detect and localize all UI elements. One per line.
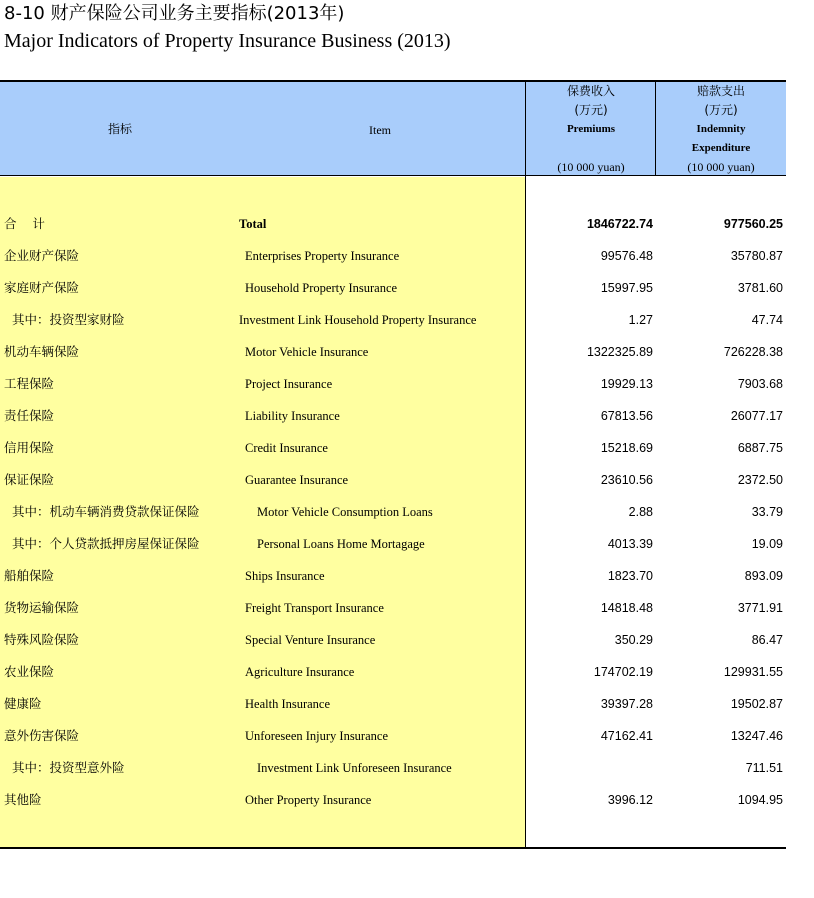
row-indicator-cn: 意外伤害保险 (4, 728, 80, 743)
header-premiums-cn: 保费收入 (566, 84, 615, 98)
row-indemnity: 19.09 (751, 537, 783, 551)
row-indicator-cn: 货物运输保险 (4, 600, 80, 615)
table-row (0, 464, 786, 496)
row-indemnity: 7903.68 (737, 377, 783, 391)
row-indemnity: 977560.25 (723, 217, 783, 231)
table-row (0, 336, 786, 368)
row-item-en: Health Insurance (245, 697, 331, 711)
row-indemnity: 3781.60 (737, 281, 783, 295)
table-row (0, 720, 786, 752)
table-row (0, 272, 786, 304)
row-indicator-cn: 特殊风险保险 (4, 632, 80, 647)
row-premiums: 15218.69 (600, 441, 653, 455)
row-premiums: 23610.56 (600, 473, 653, 487)
row-item-en: Unforeseen Injury Insurance (245, 729, 388, 743)
row-indicator-cn: 其中：机动车辆消费贷款保证保险 (4, 504, 200, 519)
row-indicator-cn: 健康险 (4, 696, 42, 711)
row-premiums: 1846722.74 (586, 217, 653, 231)
table-row (0, 496, 786, 528)
indicator-table (0, 80, 786, 850)
row-indicator-cn: 责任保险 (4, 408, 55, 423)
row-indicator-cn: 企业财产保险 (4, 248, 80, 263)
row-premiums: 4013.39 (607, 537, 653, 551)
row-item-en: Project Insurance (245, 377, 333, 391)
row-indemnity: 35780.87 (730, 249, 783, 263)
row-indemnity: 33.79 (751, 505, 783, 519)
row-indemnity: 893.09 (744, 569, 783, 583)
row-premiums: 15997.95 (600, 281, 653, 295)
row-indicator-cn: 其中：个人贷款抵押房屋保证保险 (4, 536, 200, 551)
table-row (0, 240, 786, 272)
row-indicator-cn: 工程保险 (4, 376, 55, 391)
header-spacer (527, 139, 655, 158)
table-header (0, 80, 786, 176)
row-item-en: Freight Transport Insurance (245, 601, 384, 615)
row-indemnity: 1094.95 (737, 793, 783, 807)
row-item-en: Guarantee Insurance (245, 473, 349, 487)
row-premiums: 3996.12 (607, 793, 653, 807)
header-item-en: Item (369, 123, 391, 137)
row-indicator-cn: 其他险 (4, 792, 42, 807)
table-row (0, 656, 786, 688)
row-indicator-cn: 机动车辆保险 (4, 344, 80, 359)
row-indicator-cn: 船舶保险 (4, 568, 55, 583)
row-item-en: Personal Loans Home Mortagage (257, 537, 425, 551)
row-indemnity: 2372.50 (737, 473, 783, 487)
row-indemnity: 19502.87 (730, 697, 783, 711)
row-premiums: 1322325.89 (586, 345, 653, 359)
row-item-en: Motor Vehicle Insurance (245, 345, 369, 359)
table-row (0, 624, 786, 656)
row-indicator-cn: 保证保险 (4, 472, 55, 487)
row-item-en: Liability Insurance (245, 409, 340, 423)
row-premiums: 67813.56 (600, 409, 653, 423)
row-premiums: 1.27 (628, 313, 653, 327)
row-premiums: 47162.41 (600, 729, 653, 743)
row-indicator-cn: 合 计 (4, 216, 45, 231)
header-indemnity-unit: (10 000 yuan) (687, 160, 755, 174)
row-item-en: Special Venture Insurance (245, 633, 376, 647)
header-premiums (527, 82, 655, 177)
header-premiums-unit: (10 000 yuan) (557, 160, 625, 174)
header-indicator-cn: 指标 (107, 122, 132, 136)
row-indemnity: 86.47 (751, 633, 783, 647)
row-indicator-cn: 其中：投资型家财险 (4, 312, 125, 327)
header-indemnity (656, 82, 786, 177)
row-indicator-cn: 家庭财产保险 (4, 280, 80, 295)
table-row (0, 592, 786, 624)
table-row (0, 304, 786, 336)
row-indemnity: 13247.46 (730, 729, 783, 743)
header-premiums-unit-cn: (万元) (574, 103, 608, 117)
row-indicator-cn: 其中：投资型意外险 (4, 760, 125, 775)
row-item-en: Ships Insurance (245, 569, 325, 583)
table-row (0, 432, 786, 464)
row-item-en: Agriculture Insurance (245, 665, 355, 679)
table-row (0, 688, 786, 720)
table-row (0, 528, 786, 560)
table-bottom-rule (0, 847, 786, 849)
row-indemnity: 26077.17 (730, 409, 783, 423)
row-premiums: 14818.48 (600, 601, 653, 615)
row-indemnity: 129931.55 (723, 665, 783, 679)
header-indemnity-unit-cn: (万元) (704, 103, 738, 117)
header-indemnity-en1: Indemnity (696, 123, 746, 135)
row-premiums: 1823.70 (607, 569, 653, 583)
row-premiums: 174702.19 (593, 665, 653, 679)
row-item-en: Total (239, 217, 267, 231)
row-indemnity: 47.74 (751, 313, 783, 327)
row-item-en: Household Property Insurance (245, 281, 398, 295)
table-title-en: Major Indicators of Property Insurance Business (2013) (4, 30, 451, 52)
row-premiums: 19929.13 (600, 377, 653, 391)
row-item-en: Investment Link Household Property Insurance (239, 313, 477, 327)
row-item-en: Investment Link Unforeseen Insurance (257, 761, 452, 775)
row-indicator-cn: 农业保险 (4, 664, 55, 679)
row-item-en: Credit Insurance (245, 441, 328, 455)
header-divider (655, 80, 656, 176)
table-row (0, 368, 786, 400)
table-row (0, 784, 786, 816)
header-indemnity-en2: Expenditure (691, 142, 751, 154)
row-indemnity: 3771.91 (737, 601, 783, 615)
table-row (0, 400, 786, 432)
row-premiums: 39397.28 (600, 697, 653, 711)
row-indemnity: 726228.38 (723, 345, 783, 359)
row-item-en: Other Property Insurance (245, 793, 372, 807)
table-row (0, 752, 786, 784)
table-row (0, 208, 786, 240)
table-row (0, 560, 786, 592)
row-indemnity: 711.51 (745, 761, 783, 775)
row-item-en: Enterprises Property Insurance (245, 249, 400, 263)
row-indicator-cn: 信用保险 (4, 440, 55, 455)
row-item-en: Motor Vehicle Consumption Loans (257, 505, 433, 519)
header-indemnity-cn: 赔款支出 (696, 84, 745, 98)
row-premiums: 350.29 (614, 633, 653, 647)
row-premiums: 99576.48 (600, 249, 653, 263)
table-title-cn: 8-10 财产保险公司业务主要指标(2013年) (4, 3, 345, 24)
row-premiums: 2.88 (628, 505, 653, 519)
header-premiums-en: Premiums (566, 123, 616, 135)
row-indemnity: 6887.75 (737, 441, 783, 455)
